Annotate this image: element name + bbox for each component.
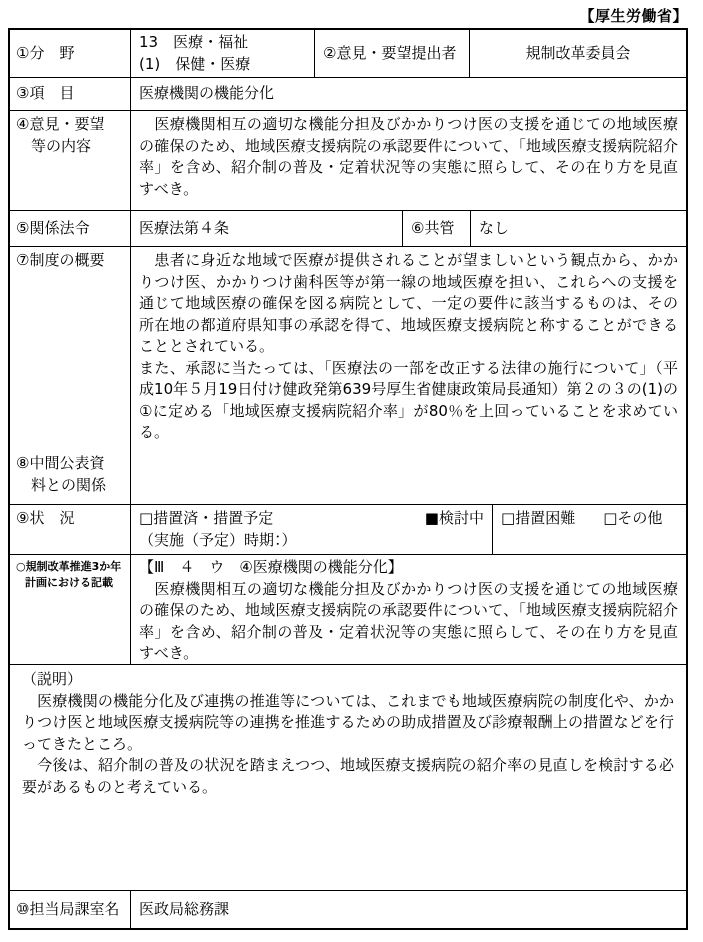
opinion-label xyxy=(10,111,130,210)
item-label: ③項 目 xyxy=(16,84,75,103)
checkbox-checked-icon: ■ xyxy=(424,509,439,527)
ministry-label: 【厚生労働省】 xyxy=(579,7,688,25)
interim-report-label xyxy=(16,453,125,496)
interim-report-label-line1: ⑧中間公表資 xyxy=(16,454,105,472)
checkbox-unchecked-icon: □ xyxy=(139,509,154,527)
plan-heading: 【Ⅲ ４ ウ ④医療機関の機能分化】 xyxy=(139,558,403,576)
joint-value: なし xyxy=(470,211,686,246)
status-line-1 xyxy=(139,508,484,530)
field-value-line1: 13 医療・福祉 xyxy=(139,33,249,51)
row-explanation xyxy=(10,664,686,890)
plan-label xyxy=(10,555,130,664)
plan-label-line1: ○規制改革推進3か年 xyxy=(16,560,122,573)
system-label-cell xyxy=(10,247,130,504)
status-timing: （実施（予定）時期：） xyxy=(139,530,297,549)
status-label: ⑨状 況 xyxy=(16,509,75,527)
explanation-cell xyxy=(10,665,686,890)
status-option-other-label: その他 xyxy=(617,509,663,527)
plan-text: 医療機関相互の適切な機能分担及びかかりつけ医の支援を通じての地域医療の確保のため、地域医療支援病院の承認要件について、「地域医療支援病院紹介率」を含め、紹介制の普及・定着状況等の実態に照らして、その在り方を見直すべき。 xyxy=(139,579,678,662)
opinion-text: 医療機関相互の適切な機能分担及びかかりつけ医の支援を通じての地域医療の確保のため、地域医療支援病院の承認要件について、「地域医療支援病院紹介率」を含め、紹介制の普及・定着状況等の実態に照らして、その在り方を見直すべき。 xyxy=(139,115,678,198)
opinion-label-line2: 等の内容 xyxy=(31,136,92,155)
row-field xyxy=(10,30,686,77)
status-option-difficult-label: 措置困難 xyxy=(515,509,576,527)
row-item xyxy=(10,77,686,110)
status-option-difficult xyxy=(501,508,575,530)
system-paragraph-1: 患者に身近な地域で医療が提供されることが望ましいという観点から、かかりつけ医、かかりつけ歯科医等が第一線の地域医療を担い、これらへの支援を通じて地域医療の確保を図る病院として、一定の要件に該当するものは、その所在地の都道府県知事の承認を得て、地域医療支援病院と称することができることとされている。 xyxy=(139,251,678,355)
plan-label-line2: 計画における記載 xyxy=(25,576,113,589)
law-value: 医療法第４条 xyxy=(130,211,402,246)
field-label: ①分 野 xyxy=(16,43,75,62)
submitter-value: 規制改革委員会 xyxy=(469,30,686,77)
status-secondary-cell xyxy=(492,505,686,554)
form-table xyxy=(8,28,688,930)
opinion-label-line1: ④意見・要望 xyxy=(16,115,105,133)
joint-label: ⑥共管 xyxy=(402,211,470,246)
explanation-paragraph-1: 医療機関の機能分化及び連携の推進等については、これまでも地域医療病院の制度化や、かかりつけ医と地域医療支援病院等の連携を推進するための助成措置及び診療報酬上の措置などを行ってきたところ。 xyxy=(22,691,674,753)
status-option-done-label: 措置済・措置予定 xyxy=(153,509,274,527)
system-text-cell xyxy=(130,247,686,504)
status-option-considering-label: 検討中 xyxy=(438,509,484,527)
law-label: ⑤関係法令 xyxy=(16,218,90,237)
status-option-considering xyxy=(425,508,484,530)
field-value-line2: (1) 保健・医療 xyxy=(139,54,251,73)
interim-report-label-line2: 料との関係 xyxy=(31,475,107,494)
status-option-other xyxy=(603,508,662,530)
field-value xyxy=(130,30,314,77)
row-opinion xyxy=(10,110,686,210)
row-system xyxy=(10,246,686,504)
item-value: 医療機関の機能分化 xyxy=(130,78,686,110)
status-option-done xyxy=(139,508,273,530)
system-overview-label: ⑦制度の概要 xyxy=(16,251,105,269)
submitter-label: ②意見・要望提出者 xyxy=(314,30,469,77)
explanation-paragraph-2: 今後は、紹介制の普及の状況を踏まえつつ、地域医療支援病院の紹介率の見直しを検討する必要があるものと考えている。 xyxy=(22,756,674,796)
row-status xyxy=(10,504,686,554)
plan-text-cell xyxy=(130,555,686,664)
opinion-text-cell xyxy=(130,111,686,210)
department-label: ⑩担当局課室名 xyxy=(16,899,120,918)
explanation-heading: （説明） xyxy=(22,670,83,688)
status-main-cell xyxy=(130,505,492,554)
row-law xyxy=(10,210,686,246)
checkbox-unchecked-icon: □ xyxy=(501,509,516,527)
checkbox-unchecked-icon: □ xyxy=(603,509,618,527)
system-paragraph-2: また、承認に当たっては、「医療法の一部を改正する法律の施行について」（平成10年５月19日付け健政発第639号厚生省健康政策局長通知）第２の３の(1)の①に定める「地域医療支援病院紹介率」が80％を上回っていることを求めている。 xyxy=(139,358,678,441)
department-value: 医政局総務課 xyxy=(130,891,686,928)
row-department xyxy=(10,890,686,928)
row-plan xyxy=(10,554,686,664)
